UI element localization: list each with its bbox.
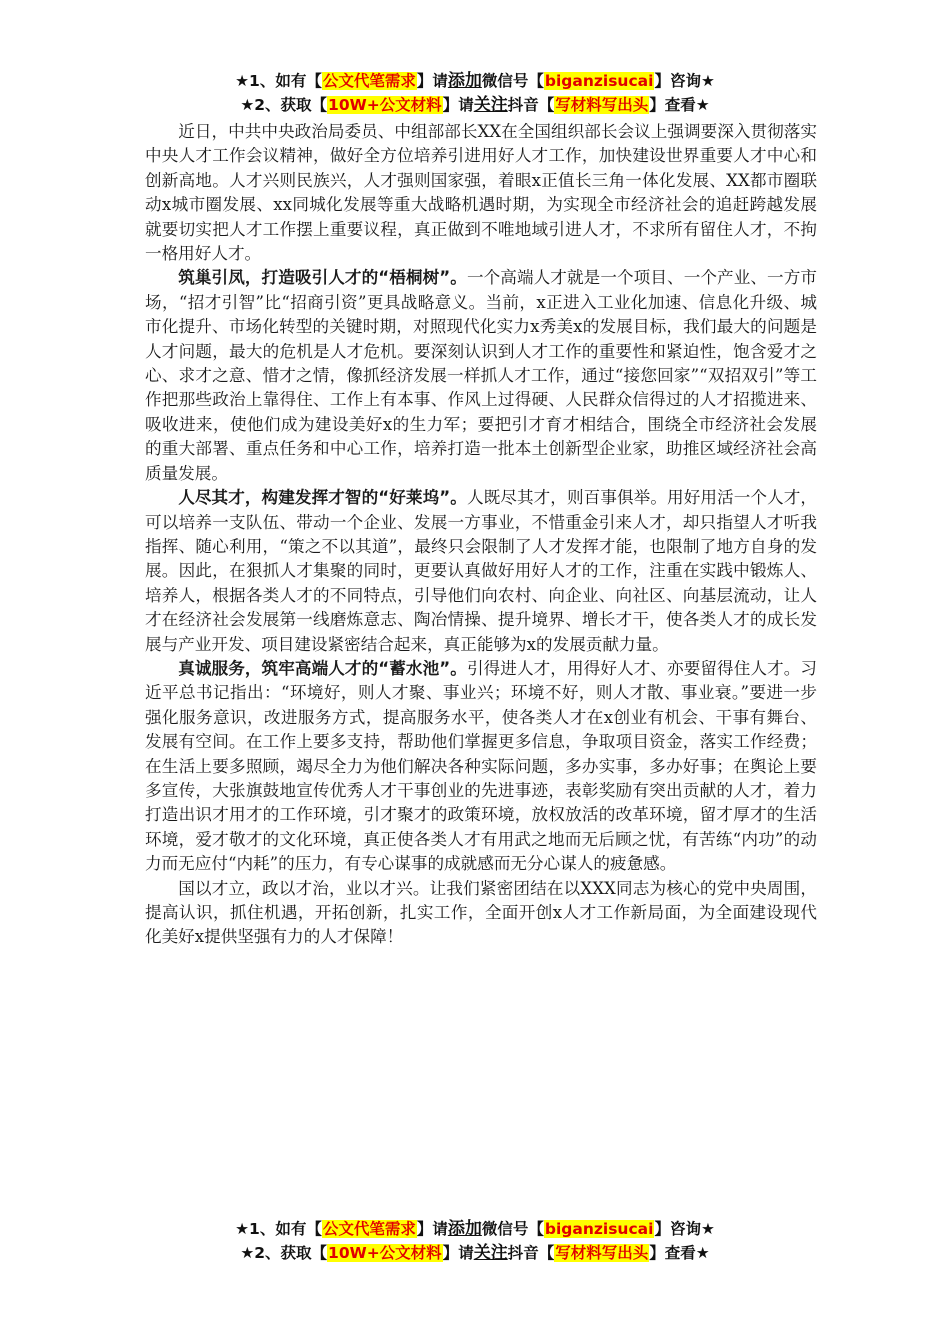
- paragraph-use-talent: [145, 486, 817, 657]
- highlight-douyin-account: 写材料写出头: [555, 96, 649, 114]
- banner-line-1: [0, 69, 950, 93]
- paragraph-text: 一个高端人才就是一个项目、一个产业、一方市场，“招才引智”比“招商引资”更具战略意义。当前，x正进入工业化加速、信息化升级、城市化提升、市场化转型的关键时期，对照现代化实力x秀美x的发展目标，我们最大的问题是人才问题，最大的危机是人才危机。要深刻认识到人才工作的重要性和紧迫性，饱含爱才之心、求才之意、惜才之情，像抓经济发展一样抓人才工作，通过“接您回家”“双招双引”等工作把那些政治上靠得住、工作上有本事、作风上过得硬、人民群众信得过的人才招揽进来、吸收进来，使他们成为建设美好x的生力军；要把引才育才相结合，围绕全市经济社会发展的重大部署、重点任务和中心工作，培养打造一批本土创新型企业家，助推区域经济社会高质量发展。: [145, 268, 818, 483]
- highlight-wechat-id: biganzisucai: [544, 1220, 654, 1238]
- banner-text: 微信号【: [481, 72, 544, 90]
- banner-text: 】请: [442, 96, 474, 114]
- paragraph-heading: 筑巢引凤，打造吸引人才的“梧桐树”。: [178, 268, 467, 288]
- highlight-wechat-id: biganzisucai: [544, 72, 654, 90]
- banner-text: 】咨询★: [654, 72, 715, 90]
- banner-text: ★2、获取【: [240, 1244, 328, 1262]
- footer-banner: [0, 1217, 950, 1265]
- banner-text: ★2、获取【: [240, 96, 328, 114]
- banner-text: 】请: [416, 72, 448, 90]
- header-banner: [0, 69, 950, 117]
- highlight-service: 公文代笔需求: [322, 1220, 416, 1238]
- banner-text: ★1、如有【: [235, 72, 322, 90]
- banner-text: 】查看★: [649, 1244, 710, 1262]
- article-body: [145, 120, 817, 950]
- emphasis-follow: 关注: [473, 1243, 508, 1263]
- emphasis-add: 添加: [447, 71, 482, 91]
- paragraph-text: 人既尽其才，则百事俱举。用好用活一个人才，可以培养一支队伍、带动一个企业、发展一方事业，不惜重金引来人才，却只指望人才听我指挥、随心利用，“策之不以其道”，最终只会限制了人才发挥才能，也限制了地方自身的发展。因此，在狠抓人才集聚的同时，更要认真做好用好人才的工作，注重在实践中锻炼人、培养人，根据各类人才的不同特点，引导他们向农村、向企业、向社区、向基层流动，让人才在经济社会发展第一线磨炼意志、陶冶情操、提升境界、增长才干，使各类人才的成长发展与产业开发、项目建设紧密结合起来，真正能够为x的发展贡献力量。: [145, 488, 818, 654]
- banner-text: 抖音【: [507, 96, 555, 114]
- emphasis-add: 添加: [447, 1219, 482, 1239]
- banner-text: 】请: [416, 1220, 448, 1238]
- paragraph-heading: 人尽其才，构建发挥才智的“好莱坞”。: [178, 488, 467, 508]
- banner-text: 】查看★: [649, 96, 710, 114]
- banner-line-1: [0, 1217, 950, 1241]
- highlight-service: 公文代笔需求: [322, 72, 416, 90]
- paragraph-conclusion: 国以才立，政以才治，业以才兴。让我们紧密团结在以XXX同志为核心的党中央周围，提高认识，抓住机遇，开拓创新，扎实工作，全面开创x人才工作新局面，为全面建设现代化美好x提供坚强有力的人才保障！: [145, 878, 817, 947]
- paragraph-retain-talent: [145, 657, 817, 877]
- highlight-materials: 10W+公文材料: [328, 1244, 442, 1262]
- highlight-douyin-account: 写材料写出头: [555, 1244, 649, 1262]
- banner-text: 】咨询★: [654, 1220, 715, 1238]
- banner-text: 抖音【: [507, 1244, 555, 1262]
- banner-line-2: [0, 93, 950, 117]
- banner-text: 微信号【: [481, 1220, 544, 1238]
- paragraph-attract-talent: [145, 266, 817, 486]
- paragraph-text: 引得进人才，用得好人才、亦要留得住人才。习近平总书记指出：“环境好，则人才聚、事业兴；环境不好，则人才散、事业衰。”要进一步强化服务意识，改进服务方式，提高服务水平，使各类人才在x创业有机会、干事有舞台、发展有空间。在工作上要多支持，帮助他们掌握更多信息，争取项目资金，落实工作经费；在生活上要多照顾，竭尽全力为他们解决各种实际问题，多办实事，多办好事；在舆论上要多宣传，大张旗鼓地宣传优秀人才干事创业的先进事迹，表彰奖励有突出贡献的人才，着力打造出识才用才的工作环境，引才聚才的政策环境，放权放活的改革环境，留才厚才的生活环境，爱才敬才的文化环境，真正使各类人才有用武之地而无后顾之忧，有苦练“内功”的动力而无应付“内耗”的压力，有专心谋事的成就感而无分心谋人的疲惫感。: [145, 658, 818, 874]
- paragraph-heading: 真诚服务，筑牢高端人才的“蓄水池”。: [178, 658, 467, 678]
- emphasis-follow: 关注: [473, 95, 508, 115]
- banner-text: 】请: [442, 1244, 474, 1262]
- paragraph-intro: 近日，中共中央政治局委员、中组部部长XX在全国组织部长会议上强调要深入贯彻落实中央人才工作会议精神，做好全方位培养引进用好人才工作，加快建设世界重要人才中心和创新高地。人才兴则民族兴，人才强则国家强，着眼x正值长三角一体化发展、XX都市圈联动x城市圈发展、xx同城化发展等重大战略机遇时期，为实现全市经济社会的追赶跨越发展就要切实把人才工作摆上重要议程，真正做到不唯地域引进人才，不求所有留住人才，不拘一格用好人才。: [145, 122, 817, 264]
- banner-text: ★1、如有【: [235, 1220, 322, 1238]
- banner-line-2: [0, 1241, 950, 1265]
- highlight-materials: 10W+公文材料: [328, 96, 442, 114]
